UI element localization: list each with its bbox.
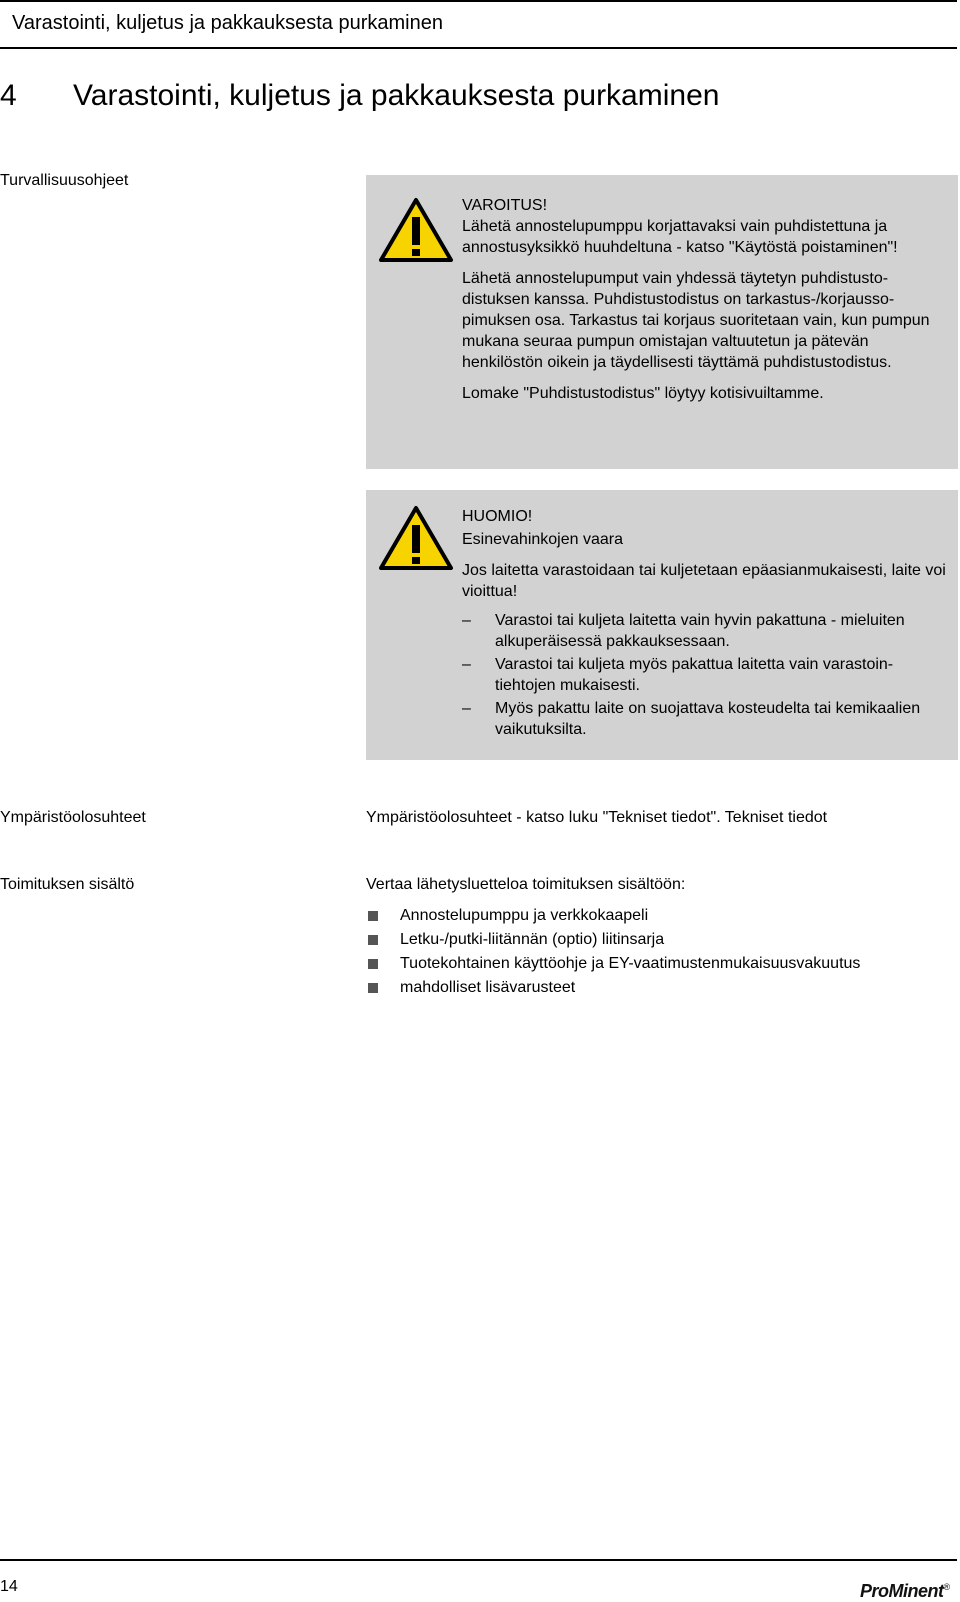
- warning-heading: VAROITUS!: [462, 197, 548, 214]
- list-item: Letku-/putki-liitännän (optio) liitinsarja: [366, 929, 860, 953]
- warning-box: [366, 175, 958, 469]
- notice-subheading: Esinevahinkojen vaara: [462, 531, 623, 548]
- registered-mark: ®: [943, 1582, 950, 1592]
- list-item: Annostelupumppu ja verkkokaapeli: [366, 905, 860, 929]
- delivery-intro: Vertaa lähetysluetteloa toimituksen sisältöön:: [366, 876, 686, 893]
- top-rule: [0, 0, 957, 2]
- list-item: – Myös pakattu laite on suojattava kosteudelta tai kemikaalien vaikutuksilta.: [462, 698, 947, 740]
- warning-text: [462, 195, 947, 404]
- warning-paragraph-2: Lähetä annostelupumput vain yhdessä täytetyn puhdistustodistuksen kanssa. Puhdistustodistus on tarkastus-/korjaussopimuksen osa. Tarkastus tai korjaus suoritetaan vain, kun pumpun mukana seuraa pumpun omistajan valtuutetun ja pätevän henkilöstön oikein ja täydellisesti täyttämä puhdistustodistus.: [462, 270, 930, 371]
- list-item: – Varastoi tai kuljeta myös pakattua laitetta vain varastointiehtojen mukaisesti.: [462, 654, 947, 696]
- prominent-logo: [860, 1581, 950, 1602]
- environment-text: Ympäristöolosuhteet - katso luku "Tekniset tiedot". Tekniset tiedot: [366, 809, 828, 826]
- chapter-number: 4: [0, 79, 17, 112]
- notice-text: [462, 506, 947, 742]
- page-number: 14: [0, 1578, 18, 1595]
- header-rule: [0, 47, 957, 49]
- notice-heading: HUOMIO!: [462, 508, 533, 525]
- running-header: Varastointi, kuljetus ja pakkauksesta purkaminen: [12, 12, 443, 34]
- chapter-title: Varastointi, kuljetus ja pakkauksesta purkaminen: [73, 79, 720, 112]
- notice-list: [462, 610, 947, 740]
- warning-triangle-icon: [378, 505, 454, 571]
- warning-paragraph-3: Lomake "Puhdistustodistus" löytyy kotisivuiltamme.: [462, 385, 824, 402]
- warning-paragraph-1: Lähetä annostelupumppu korjattavaksi vain puhdistettuna ja annostusyksikkö huuhdeltuna - katso "Käytöstä poistaminen"!: [462, 218, 898, 256]
- logo-text: ProMinent: [860, 1581, 944, 1601]
- chapter-heading: [0, 76, 719, 116]
- warning-triangle-icon: [378, 197, 454, 263]
- delivery-list: [366, 905, 860, 1001]
- safety-label: Turvallisuusohjeet: [0, 172, 129, 189]
- list-item: mahdolliset lisävarusteet: [366, 977, 860, 1001]
- list-item: Tuotekohtainen käyttöohje ja EY-vaatimustenmukaisuusvakuutus: [366, 953, 860, 977]
- footer-rule: [0, 1559, 957, 1561]
- delivery-label: Toimituksen sisältö: [0, 876, 135, 893]
- notice-box: [366, 490, 958, 760]
- environment-label: Ympäristöolosuhteet: [0, 809, 146, 826]
- notice-paragraph: Jos laitetta varastoidaan tai kuljetetaan epäasianmukaisesti, laite voi vioittua!: [462, 562, 946, 600]
- list-item: – Varastoi tai kuljeta laitetta vain hyvin pakattuna - mieluiten alkuperäisessä pakkauksessaan.: [462, 610, 947, 652]
